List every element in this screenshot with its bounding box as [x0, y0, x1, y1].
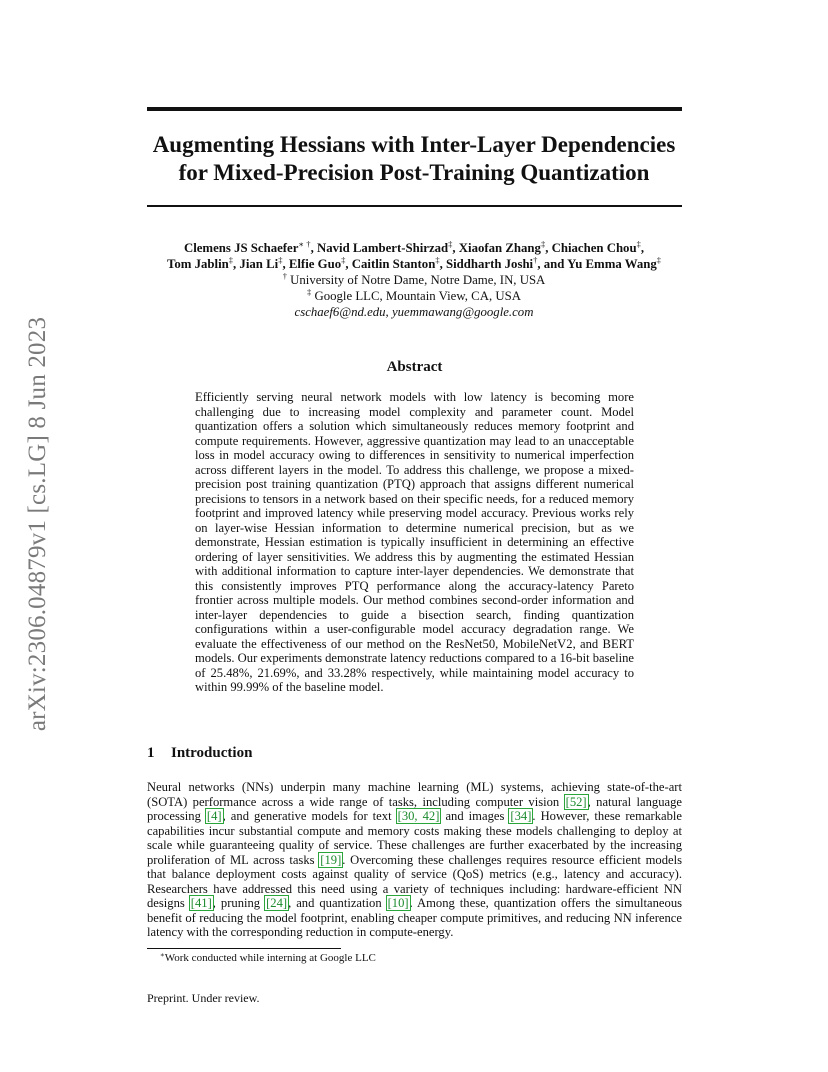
citation-link[interactable]: [19]: [320, 852, 342, 867]
arxiv-identifier: arXiv:2306.04879v1 [cs.LG] 8 Jun 2023: [24, 316, 51, 732]
intro-text-run: , natural language processing: [147, 794, 682, 823]
author-affiliation-mark: ‡: [228, 255, 234, 265]
preprint-note: Preprint. Under review.: [147, 991, 260, 1005]
author-affiliation-mark: ‡: [656, 255, 661, 265]
abstract-text: Efficiently serving neural network models with low latency is becoming more challenging due to increasing model complexity and parameter count. Model quantization offers a solution which simultaneously reduces memory footprint and compute requirements. However, aggressive quantization may lead to an unacceptable loss in model accuracy owing to differences in sensitivity to numerical imperfection across different layers in the model. To address this challenge, we propose a mixed-precision post training quantization (PTQ) approach that assigns different numerical precisions to tensors in a network based on their specific needs, for a reduced memory footprint and improved latency while preserving model accuracy. Previous works rely on layer-wise Hessian information to determine numerical precision, but as we demonstrate, Hessian estimation is typically insufficient in determining an effective ordering of layer sensitivities. We address this by augmenting the estimated Hessian with additional information to capture inter-layer dependencies. We demonstrate that this consistently improves PTQ performance along the accuracy-latency Pareto frontier across multiple models. Our method combines second-order information and inter-layer dependencies to guide a bisection search, finding quantization configurations within a user-configurable model accuracy degradation range. We evaluate the effectiveness of our method on the ResNet50, MobileNetV2, and BERT models. Our experiments demonstrate latency reductions compared to a 16-bit baseline of 25.48%, 21.69%, and 33.28% respectively, while maintaining model accuracy to within 99.99% of the baseline model.: [195, 390, 634, 694]
citation-link[interactable]: [52]: [565, 794, 587, 809]
author-affiliation-mark: ‡: [341, 255, 346, 265]
author-separator: , and: [537, 257, 568, 271]
author-name: Caitlin Stanton: [351, 257, 436, 271]
author-name: Siddharth Joshi: [445, 257, 534, 271]
author-name: Jian Li: [239, 257, 279, 271]
author-separator: ,: [233, 257, 240, 271]
affiliation-mark: †: [282, 271, 287, 281]
footnote-text: Work conducted while interning at Google LLC: [164, 952, 376, 964]
section-number: 1: [147, 745, 155, 761]
author-separator: ,: [345, 257, 352, 271]
author-affiliation-mark: ∗ †: [298, 239, 311, 249]
section-heading-introduction: [147, 745, 252, 762]
intro-text-run: , and generative models for text: [222, 809, 397, 823]
author-name: Xiaofan Zhang: [458, 241, 541, 255]
author-name: Elfie Guo: [288, 257, 342, 271]
author-emails[interactable]: cschaef6@nd.edu, yuemmawang@google.com: [294, 305, 534, 319]
intro-text-run: , pruning: [212, 896, 266, 910]
title-bottom-rule: [147, 205, 682, 207]
author-affiliation-mark: ‡: [435, 255, 440, 265]
intro-text-run: and images: [440, 809, 510, 823]
intro-text-run: . Among these, quantization offers the simultaneous benefit of reducing the model footprint, enabling cheaper compute primitives, and reducing NN inference latency with the corresponding reduction in compute-energy.: [147, 896, 683, 939]
citation-link[interactable]: [34]: [510, 809, 532, 823]
footnote-rule: [147, 948, 341, 949]
author-separator: ,: [640, 241, 645, 255]
author-affiliation-mark: ‡: [448, 239, 453, 249]
citation-link[interactable]: [41]: [190, 896, 212, 910]
author-separator: ,: [439, 257, 446, 271]
author-line-1: [100, 240, 728, 256]
paper-title: [120, 131, 708, 187]
author-block: [100, 240, 728, 320]
intro-text-run: , and quantization: [288, 896, 387, 910]
author-separator: ,: [545, 241, 552, 255]
author-name: Tom Jablin: [167, 257, 229, 271]
affiliation-notre-dame: [100, 272, 728, 288]
author-name: Chiachen Chou: [551, 241, 637, 255]
footnote-mark: ∗: [160, 951, 165, 959]
footnote: [160, 952, 376, 964]
title-top-rule: [147, 107, 682, 111]
intro-text-run: . However, these remarkable capabilities incur substantial compute and memory costs making these models challenging to deploy at scale while guaranteeing quality of service. These challenges are further exacerbated by the increasing proliferation of ML across tasks: [147, 809, 682, 867]
author-affiliation-mark: ‡: [636, 239, 641, 249]
title-line-1: Augmenting Hessians with Inter-Layer Dependencies: [152, 132, 676, 157]
author-affiliation-mark: †: [533, 255, 538, 265]
author-separator: ,: [452, 241, 459, 255]
author-affiliation-mark: ‡: [540, 239, 546, 249]
citation-link[interactable]: [24]: [266, 896, 288, 910]
affiliation-text: University of Notre Dame, Notre Dame, IN, USA: [290, 273, 546, 287]
affiliation-mark: ‡: [307, 287, 312, 297]
introduction-paragraph: [147, 780, 682, 940]
abstract-heading: Abstract: [386, 359, 443, 375]
citation-link[interactable]: [4]: [206, 809, 222, 823]
intro-text-run: . Overcoming these challenges requires resource efficient models that balance deployment costs against quality of service (QoS) metrics (e.g., latency and accuracy). Researchers have addressed this need using a variety of techniques including: hardware-efficient NN designs: [147, 852, 682, 910]
section-title: Introduction: [171, 745, 253, 761]
author-separator: ,: [310, 241, 317, 255]
citation-link[interactable]: [30, 42]: [397, 809, 440, 823]
citation-link[interactable]: [10]: [387, 896, 409, 910]
author-separator: ,: [282, 257, 289, 271]
author-name: Yu Emma Wang: [567, 257, 657, 271]
author-name: Clemens JS Schaefer: [183, 241, 299, 255]
title-line-2: for Mixed-Precision Post-Training Quantization: [178, 160, 650, 185]
intro-text-run: Neural networks (NNs) underpin many machine learning (ML) systems, achieving state-of-the-art (SOTA) performance across a wide range of tasks, including computer vision: [147, 780, 682, 809]
author-line-2: [100, 256, 728, 272]
author-name: Navid Lambert-Shirzad: [316, 241, 449, 255]
author-affiliation-mark: ‡: [278, 255, 283, 265]
affiliation-google: [100, 288, 728, 304]
affiliation-text: Google LLC, Mountain View, CA, USA: [314, 289, 521, 303]
